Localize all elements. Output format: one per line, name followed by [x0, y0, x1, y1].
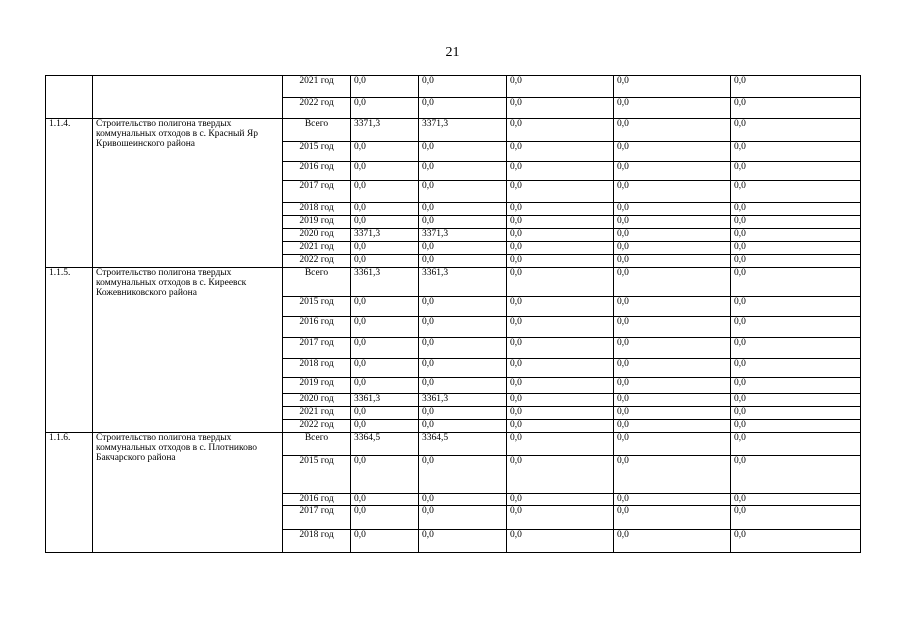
- value-cell: 3364,5: [351, 433, 419, 456]
- value-cell: 0,0: [614, 119, 731, 142]
- value-cell: 0,0: [731, 506, 861, 530]
- value-cell: 0,0: [507, 76, 614, 98]
- value-cell: 0,0: [507, 98, 614, 119]
- value-cell: 0,0: [614, 255, 731, 268]
- period-cell: 2018 год: [283, 530, 351, 553]
- value-cell: 0,0: [507, 255, 614, 268]
- value-cell: 0,0: [731, 229, 861, 242]
- value-cell: 0,0: [507, 407, 614, 420]
- item-number: 1.1.5.: [46, 268, 93, 433]
- value-cell: 0,0: [507, 378, 614, 394]
- value-cell: 0,0: [731, 378, 861, 394]
- value-cell: 0,0: [351, 76, 419, 98]
- value-cell: 0,0: [507, 142, 614, 162]
- value-cell: 0,0: [419, 162, 507, 181]
- value-cell: 0,0: [614, 229, 731, 242]
- value-cell: 0,0: [351, 530, 419, 553]
- value-cell: 0,0: [351, 506, 419, 530]
- value-cell: 3371,3: [351, 119, 419, 142]
- value-cell: 0,0: [419, 216, 507, 229]
- period-cell: 2019 год: [283, 216, 351, 229]
- value-cell: 0,0: [731, 181, 861, 203]
- value-cell: 0,0: [507, 494, 614, 506]
- value-cell: 0,0: [614, 317, 731, 338]
- value-cell: 0,0: [731, 98, 861, 119]
- table-row: [46, 76, 861, 98]
- value-cell: 0,0: [614, 142, 731, 162]
- value-cell: 0,0: [507, 530, 614, 553]
- period-cell: 2016 год: [283, 494, 351, 506]
- value-cell: 0,0: [731, 338, 861, 359]
- value-cell: 0,0: [731, 203, 861, 216]
- value-cell: 0,0: [419, 203, 507, 216]
- value-cell: 0,0: [507, 359, 614, 378]
- value-cell: 0,0: [351, 162, 419, 181]
- value-cell: 0,0: [419, 297, 507, 317]
- period-cell: 2022 год: [283, 98, 351, 119]
- period-cell: Всего: [283, 119, 351, 142]
- value-cell: 0,0: [507, 338, 614, 359]
- value-cell: 0,0: [614, 98, 731, 119]
- value-cell: 0,0: [507, 420, 614, 433]
- table-row: [46, 268, 861, 297]
- value-cell: 0,0: [614, 394, 731, 407]
- value-cell: 0,0: [419, 359, 507, 378]
- value-cell: 3361,3: [351, 268, 419, 297]
- value-cell: 0,0: [614, 530, 731, 553]
- period-cell: 2015 год: [283, 456, 351, 494]
- period-cell: 2017 год: [283, 181, 351, 203]
- value-cell: 0,0: [419, 142, 507, 162]
- period-cell: 2015 год: [283, 297, 351, 317]
- value-cell: 0,0: [731, 242, 861, 255]
- value-cell: 0,0: [731, 142, 861, 162]
- value-cell: 0,0: [419, 98, 507, 119]
- period-cell: 2016 год: [283, 162, 351, 181]
- table-row: [46, 119, 861, 142]
- value-cell: 0,0: [419, 420, 507, 433]
- value-cell: 0,0: [731, 76, 861, 98]
- value-cell: 0,0: [507, 181, 614, 203]
- value-cell: 0,0: [614, 506, 731, 530]
- period-cell: Всего: [283, 268, 351, 297]
- period-cell: 2021 год: [283, 242, 351, 255]
- value-cell: 0,0: [614, 268, 731, 297]
- value-cell: 0,0: [419, 255, 507, 268]
- period-cell: 2022 год: [283, 255, 351, 268]
- value-cell: 0,0: [351, 407, 419, 420]
- value-cell: 0,0: [731, 216, 861, 229]
- value-cell: 0,0: [614, 242, 731, 255]
- value-cell: 0,0: [614, 494, 731, 506]
- item-number: 1.1.4.: [46, 119, 93, 268]
- period-cell: 2015 год: [283, 142, 351, 162]
- value-cell: 0,0: [351, 317, 419, 338]
- value-cell: 0,0: [507, 297, 614, 317]
- period-cell: Всего: [283, 433, 351, 456]
- value-cell: 0,0: [731, 530, 861, 553]
- value-cell: 0,0: [351, 494, 419, 506]
- period-cell: 2016 год: [283, 317, 351, 338]
- value-cell: 0,0: [419, 530, 507, 553]
- value-cell: 0,0: [351, 181, 419, 203]
- page-number: 21: [445, 45, 460, 60]
- value-cell: 0,0: [507, 229, 614, 242]
- value-cell: 3361,3: [419, 268, 507, 297]
- value-cell: 3371,3: [419, 229, 507, 242]
- value-cell: 0,0: [351, 420, 419, 433]
- value-cell: 0,0: [507, 119, 614, 142]
- period-cell: 2021 год: [283, 76, 351, 98]
- period-cell: 2022 год: [283, 420, 351, 433]
- value-cell: 0,0: [614, 181, 731, 203]
- value-cell: 0,0: [731, 407, 861, 420]
- value-cell: 0,0: [614, 76, 731, 98]
- period-cell: 2018 год: [283, 203, 351, 216]
- value-cell: 0,0: [731, 494, 861, 506]
- value-cell: 0,0: [507, 268, 614, 297]
- value-cell: 0,0: [614, 456, 731, 494]
- value-cell: 0,0: [731, 317, 861, 338]
- value-cell: 0,0: [351, 378, 419, 394]
- value-cell: 0,0: [731, 433, 861, 456]
- value-cell: 0,0: [351, 142, 419, 162]
- value-cell: 0,0: [419, 242, 507, 255]
- period-cell: 2020 год: [283, 229, 351, 242]
- value-cell: 0,0: [731, 162, 861, 181]
- value-cell: 0,0: [614, 359, 731, 378]
- value-cell: 0,0: [731, 359, 861, 378]
- value-cell: 3371,3: [351, 229, 419, 242]
- value-cell: 0,0: [419, 317, 507, 338]
- value-cell: 0,0: [351, 338, 419, 359]
- item-number: [46, 76, 93, 119]
- value-cell: 0,0: [351, 456, 419, 494]
- value-cell: 0,0: [731, 119, 861, 142]
- period-cell: 2018 год: [283, 359, 351, 378]
- value-cell: 0,0: [507, 216, 614, 229]
- period-cell: 2017 год: [283, 506, 351, 530]
- value-cell: 3364,5: [419, 433, 507, 456]
- value-cell: 0,0: [419, 407, 507, 420]
- value-cell: 0,0: [419, 181, 507, 203]
- item-number: 1.1.6.: [46, 433, 93, 553]
- value-cell: 0,0: [507, 433, 614, 456]
- value-cell: 0,0: [614, 407, 731, 420]
- period-cell: 2017 год: [283, 338, 351, 359]
- value-cell: 3361,3: [419, 394, 507, 407]
- value-cell: 0,0: [507, 394, 614, 407]
- value-cell: 3371,3: [419, 119, 507, 142]
- value-cell: 0,0: [614, 338, 731, 359]
- value-cell: 0,0: [507, 317, 614, 338]
- item-name: Строительство полигона твердых коммунальных отходов в с. Киреевск Кожевниковского района: [93, 268, 283, 433]
- value-cell: 0,0: [614, 433, 731, 456]
- value-cell: 0,0: [419, 76, 507, 98]
- value-cell: 0,0: [419, 506, 507, 530]
- item-name: [93, 76, 283, 119]
- value-cell: 0,0: [507, 506, 614, 530]
- value-cell: 0,0: [351, 255, 419, 268]
- value-cell: 0,0: [507, 203, 614, 216]
- value-cell: 0,0: [351, 203, 419, 216]
- value-cell: 0,0: [731, 394, 861, 407]
- value-cell: 0,0: [507, 242, 614, 255]
- item-name: Строительство полигона твердых коммунальных отходов в с. Красный Яр Кривошеинского района: [93, 119, 283, 268]
- value-cell: 0,0: [614, 420, 731, 433]
- value-cell: 0,0: [731, 297, 861, 317]
- value-cell: 0,0: [507, 162, 614, 181]
- value-cell: 0,0: [351, 359, 419, 378]
- value-cell: 0,0: [351, 297, 419, 317]
- table-row: [46, 433, 861, 456]
- value-cell: 0,0: [614, 216, 731, 229]
- value-cell: 0,0: [507, 456, 614, 494]
- value-cell: 0,0: [351, 98, 419, 119]
- period-cell: 2021 год: [283, 407, 351, 420]
- value-cell: 0,0: [614, 378, 731, 394]
- value-cell: 0,0: [614, 203, 731, 216]
- value-cell: 0,0: [731, 456, 861, 494]
- budget-table: [45, 75, 861, 553]
- value-cell: 0,0: [614, 162, 731, 181]
- value-cell: 0,0: [614, 297, 731, 317]
- value-cell: 0,0: [731, 268, 861, 297]
- value-cell: 3361,3: [351, 394, 419, 407]
- value-cell: 0,0: [419, 338, 507, 359]
- period-cell: 2019 год: [283, 378, 351, 394]
- value-cell: 0,0: [731, 420, 861, 433]
- value-cell: 0,0: [419, 494, 507, 506]
- value-cell: 0,0: [419, 456, 507, 494]
- item-name: Строительство полигона твердых коммунальных отходов в с. Плотниково Бакчарского района: [93, 433, 283, 553]
- period-cell: 2020 год: [283, 394, 351, 407]
- value-cell: 0,0: [351, 216, 419, 229]
- value-cell: 0,0: [351, 242, 419, 255]
- value-cell: 0,0: [731, 255, 861, 268]
- value-cell: 0,0: [419, 378, 507, 394]
